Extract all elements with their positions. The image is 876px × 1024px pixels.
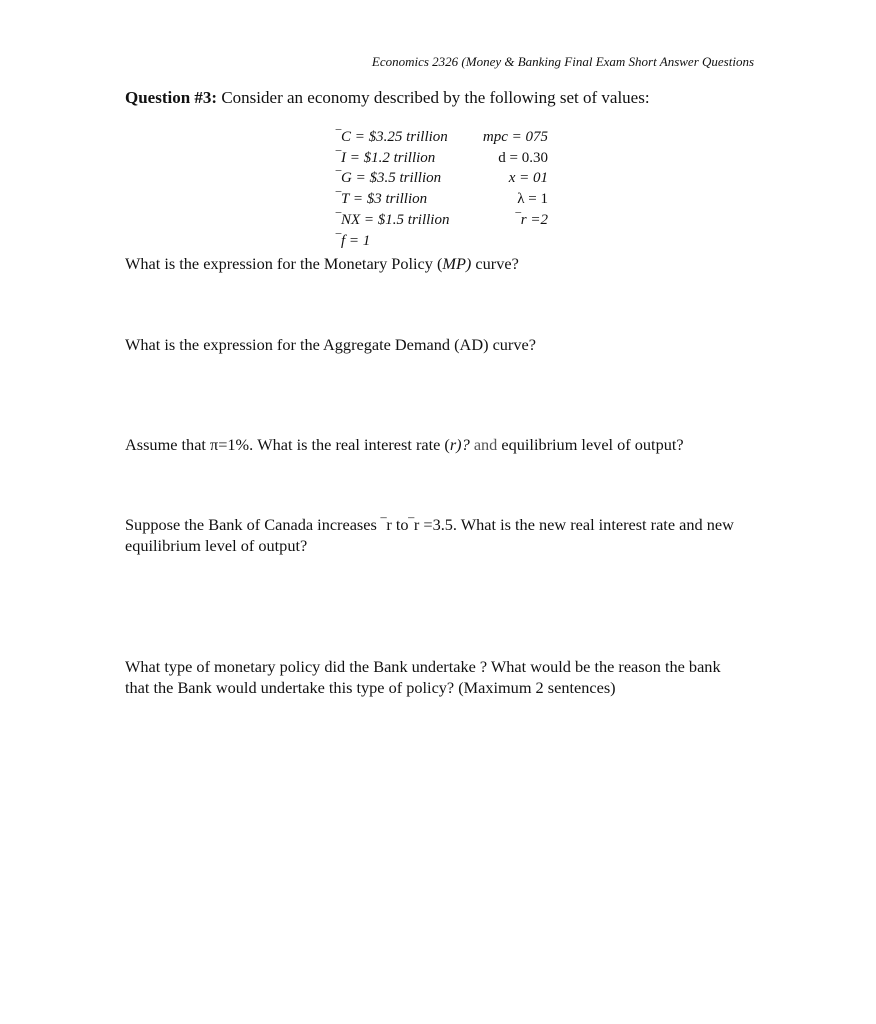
value-f: ‾f = 1 bbox=[336, 232, 371, 249]
prompt-mp-after: curve? bbox=[471, 254, 519, 273]
value-net-exports: ‾NX = $1.5 trillion bbox=[336, 211, 450, 228]
prompt-equilibrium bbox=[125, 434, 684, 455]
prompt-rate-increase: Suppose the Bank of Canada increases ‾r to‾r =3.5. What is the new real interest rate and new equilibrium level of output? bbox=[125, 515, 734, 555]
value-investment: ‾I = $1.2 trillion bbox=[336, 149, 436, 166]
prompt-eq-after: equilibrium level of output? bbox=[497, 435, 684, 454]
given-values-left bbox=[336, 127, 449, 251]
value-government: ‾G = $3.5 trillion bbox=[336, 170, 442, 187]
value-r-bar: ‾r =2 bbox=[515, 211, 548, 228]
page-header: Economics 2326 (Money & Banking Final Exam Short Answer Questions bbox=[371, 54, 754, 69]
prompt-eq-before: Assume that π=1%. What is the real interest rate ( bbox=[125, 435, 450, 454]
value-consumption: ‾C = $3.25 trillion bbox=[336, 129, 448, 145]
prompt-ad-curve: What is the expression for the Aggregate Demand (AD) curve? bbox=[125, 335, 536, 354]
prompt-eq-middle: and bbox=[469, 435, 498, 454]
prompt-mp-term: MP) bbox=[442, 254, 472, 273]
prompt-policy-type: What type of monetary policy did the Bank undertake ? What would be the reason the bank that the Bank would undertake this type of policy? (Maximum 2 sentences) bbox=[125, 657, 721, 697]
value-taxes: ‾T = $3 trillion bbox=[336, 191, 428, 208]
given-values-right bbox=[460, 127, 548, 231]
prompt-mp-before: What is the expression for the Monetary Policy ( bbox=[125, 254, 443, 273]
question-heading bbox=[125, 88, 650, 108]
question-intro: Consider an economy described by the following set of values: bbox=[217, 88, 650, 107]
value-lambda: λ = 1 bbox=[517, 191, 548, 208]
prompt-eq-term: r)? bbox=[449, 435, 470, 454]
question-number: Question #3: bbox=[125, 88, 218, 107]
value-x: x = 01 bbox=[508, 170, 548, 187]
prompt-mp-curve bbox=[125, 253, 519, 274]
value-d: d = 0.30 bbox=[498, 149, 548, 166]
value-mpc: mpc = 075 bbox=[482, 129, 548, 145]
